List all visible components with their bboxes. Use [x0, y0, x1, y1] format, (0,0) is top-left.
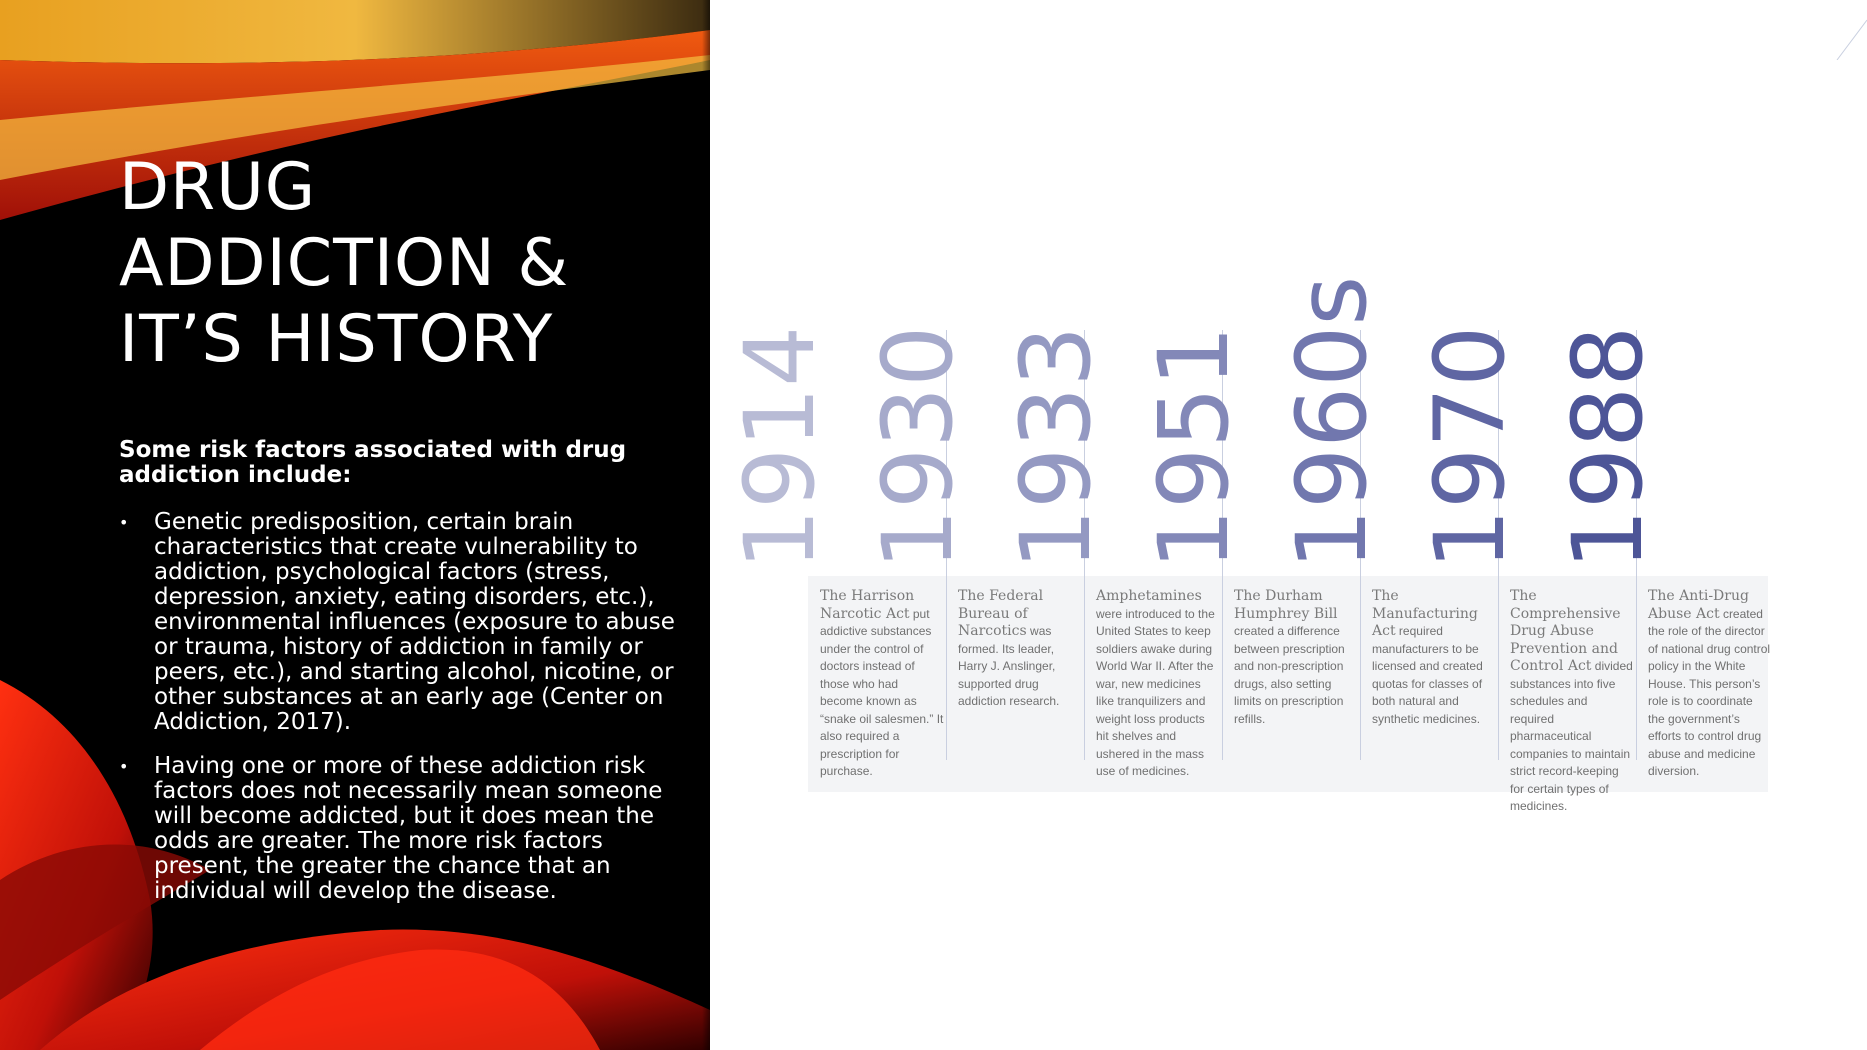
title-line: IT’S HISTORY	[119, 302, 554, 377]
timeline-year: 1988	[1552, 325, 1664, 570]
timeline-entry-text: created a difference between prescription and non-prescription drugs, also setting limits on prescription refills.	[1234, 624, 1345, 726]
timeline-entry-text: required manufacturers to be licensed and created quotas for classes of both natural and synthetic medicines.	[1372, 624, 1483, 726]
timeline-entry	[1372, 588, 1496, 728]
timeline-entry-heading: The Harrison Narcotic Act	[820, 588, 915, 622]
timeline-entry	[1234, 588, 1358, 728]
timeline-entry-heading: The Durham Humphrey Bill	[1234, 588, 1338, 622]
timeline-entry	[1648, 588, 1772, 781]
timeline-entry-heading: The Anti-Drug Abuse Act	[1648, 588, 1749, 622]
title-line: ADDICTION &	[119, 226, 570, 301]
title-line: DRUG	[119, 150, 317, 225]
timeline-year: 1914	[724, 325, 836, 570]
intro-text: Some risk factors associated with drug addiction include:	[119, 437, 627, 488]
bullet-glyph: •	[119, 757, 129, 776]
timeline-entry-heading: The Federal Bureau of Narcotics	[958, 588, 1044, 639]
timeline-entry-heading: The Manufacturing Act	[1372, 588, 1478, 639]
timeline-entry-text: was formed. Its leader, Harry J. Anslinger, supported drug addiction research.	[958, 624, 1060, 708]
timeline-entry	[1096, 588, 1220, 781]
timeline-year: 1951	[1138, 325, 1250, 570]
timeline-year: 1970	[1414, 325, 1526, 570]
timeline-year: 1960s	[1276, 275, 1388, 570]
timeline-entry-heading: Amphetamines	[1096, 588, 1202, 604]
timeline-entry-heading: The Comprehensive Drug Abuse Prevention and Control Act	[1510, 588, 1621, 674]
timeline-entry-text: divided substances into five schedules and required pharmaceutical companies to maintain strict record-keeping for certain types of medicines.	[1510, 659, 1633, 813]
bullet-item	[119, 754, 679, 904]
left-decorative-panel	[0, 0, 710, 1050]
bullet-item	[119, 510, 679, 735]
slide-body	[119, 438, 679, 923]
bullet-text: Genetic predisposition, certain brain characteristics that create vulnerability to addiction, psychological factors (stress, depression, anxiety, eating disorders, etc.), environmental influences (exposure to abuse or trauma, history of addiction in family or peers, etc.), and starting alcohol, nicotine, or other substances at an early age (Center on Addiction, 2017).	[154, 509, 675, 735]
bullet-text: Having one or more of these addiction risk factors does not necessarily mean someone will become addicted, but it does mean the odds are greater. The more risk factors present, the greater the chance that an individual will develop the disease.	[154, 753, 663, 904]
slide-title	[119, 150, 679, 378]
bullet-glyph: •	[119, 513, 129, 532]
timeline-entry-text: were introduced to the United States to keep soldiers awake during World War II. After the war, new medicines like tranquilizers and weight loss products hit shelves and ushered in the mass use of medicines.	[1096, 606, 1215, 778]
timeline-year: 1930	[862, 325, 974, 570]
timeline-entry	[1510, 588, 1634, 816]
timeline-graphic	[724, 250, 1771, 813]
bullet-list	[119, 510, 679, 904]
corner-decoration	[1827, 0, 1867, 60]
timeline-entry-text: created the role of the director of national drug control policy in the White House. This person’s role is to coordinate the government’s efforts to control drug abuse and medicine diversion.	[1648, 606, 1771, 778]
timeline-entry	[820, 588, 944, 781]
timeline-entry	[958, 588, 1082, 711]
timeline-year: 1933	[1000, 325, 1112, 570]
panel-edge-shadow	[702, 0, 710, 1050]
timeline-entry-text: put addictive substances under the control of doctors instead of those who had become known as “snake oil salesmen.” It also required a prescription for purchase.	[820, 606, 944, 778]
